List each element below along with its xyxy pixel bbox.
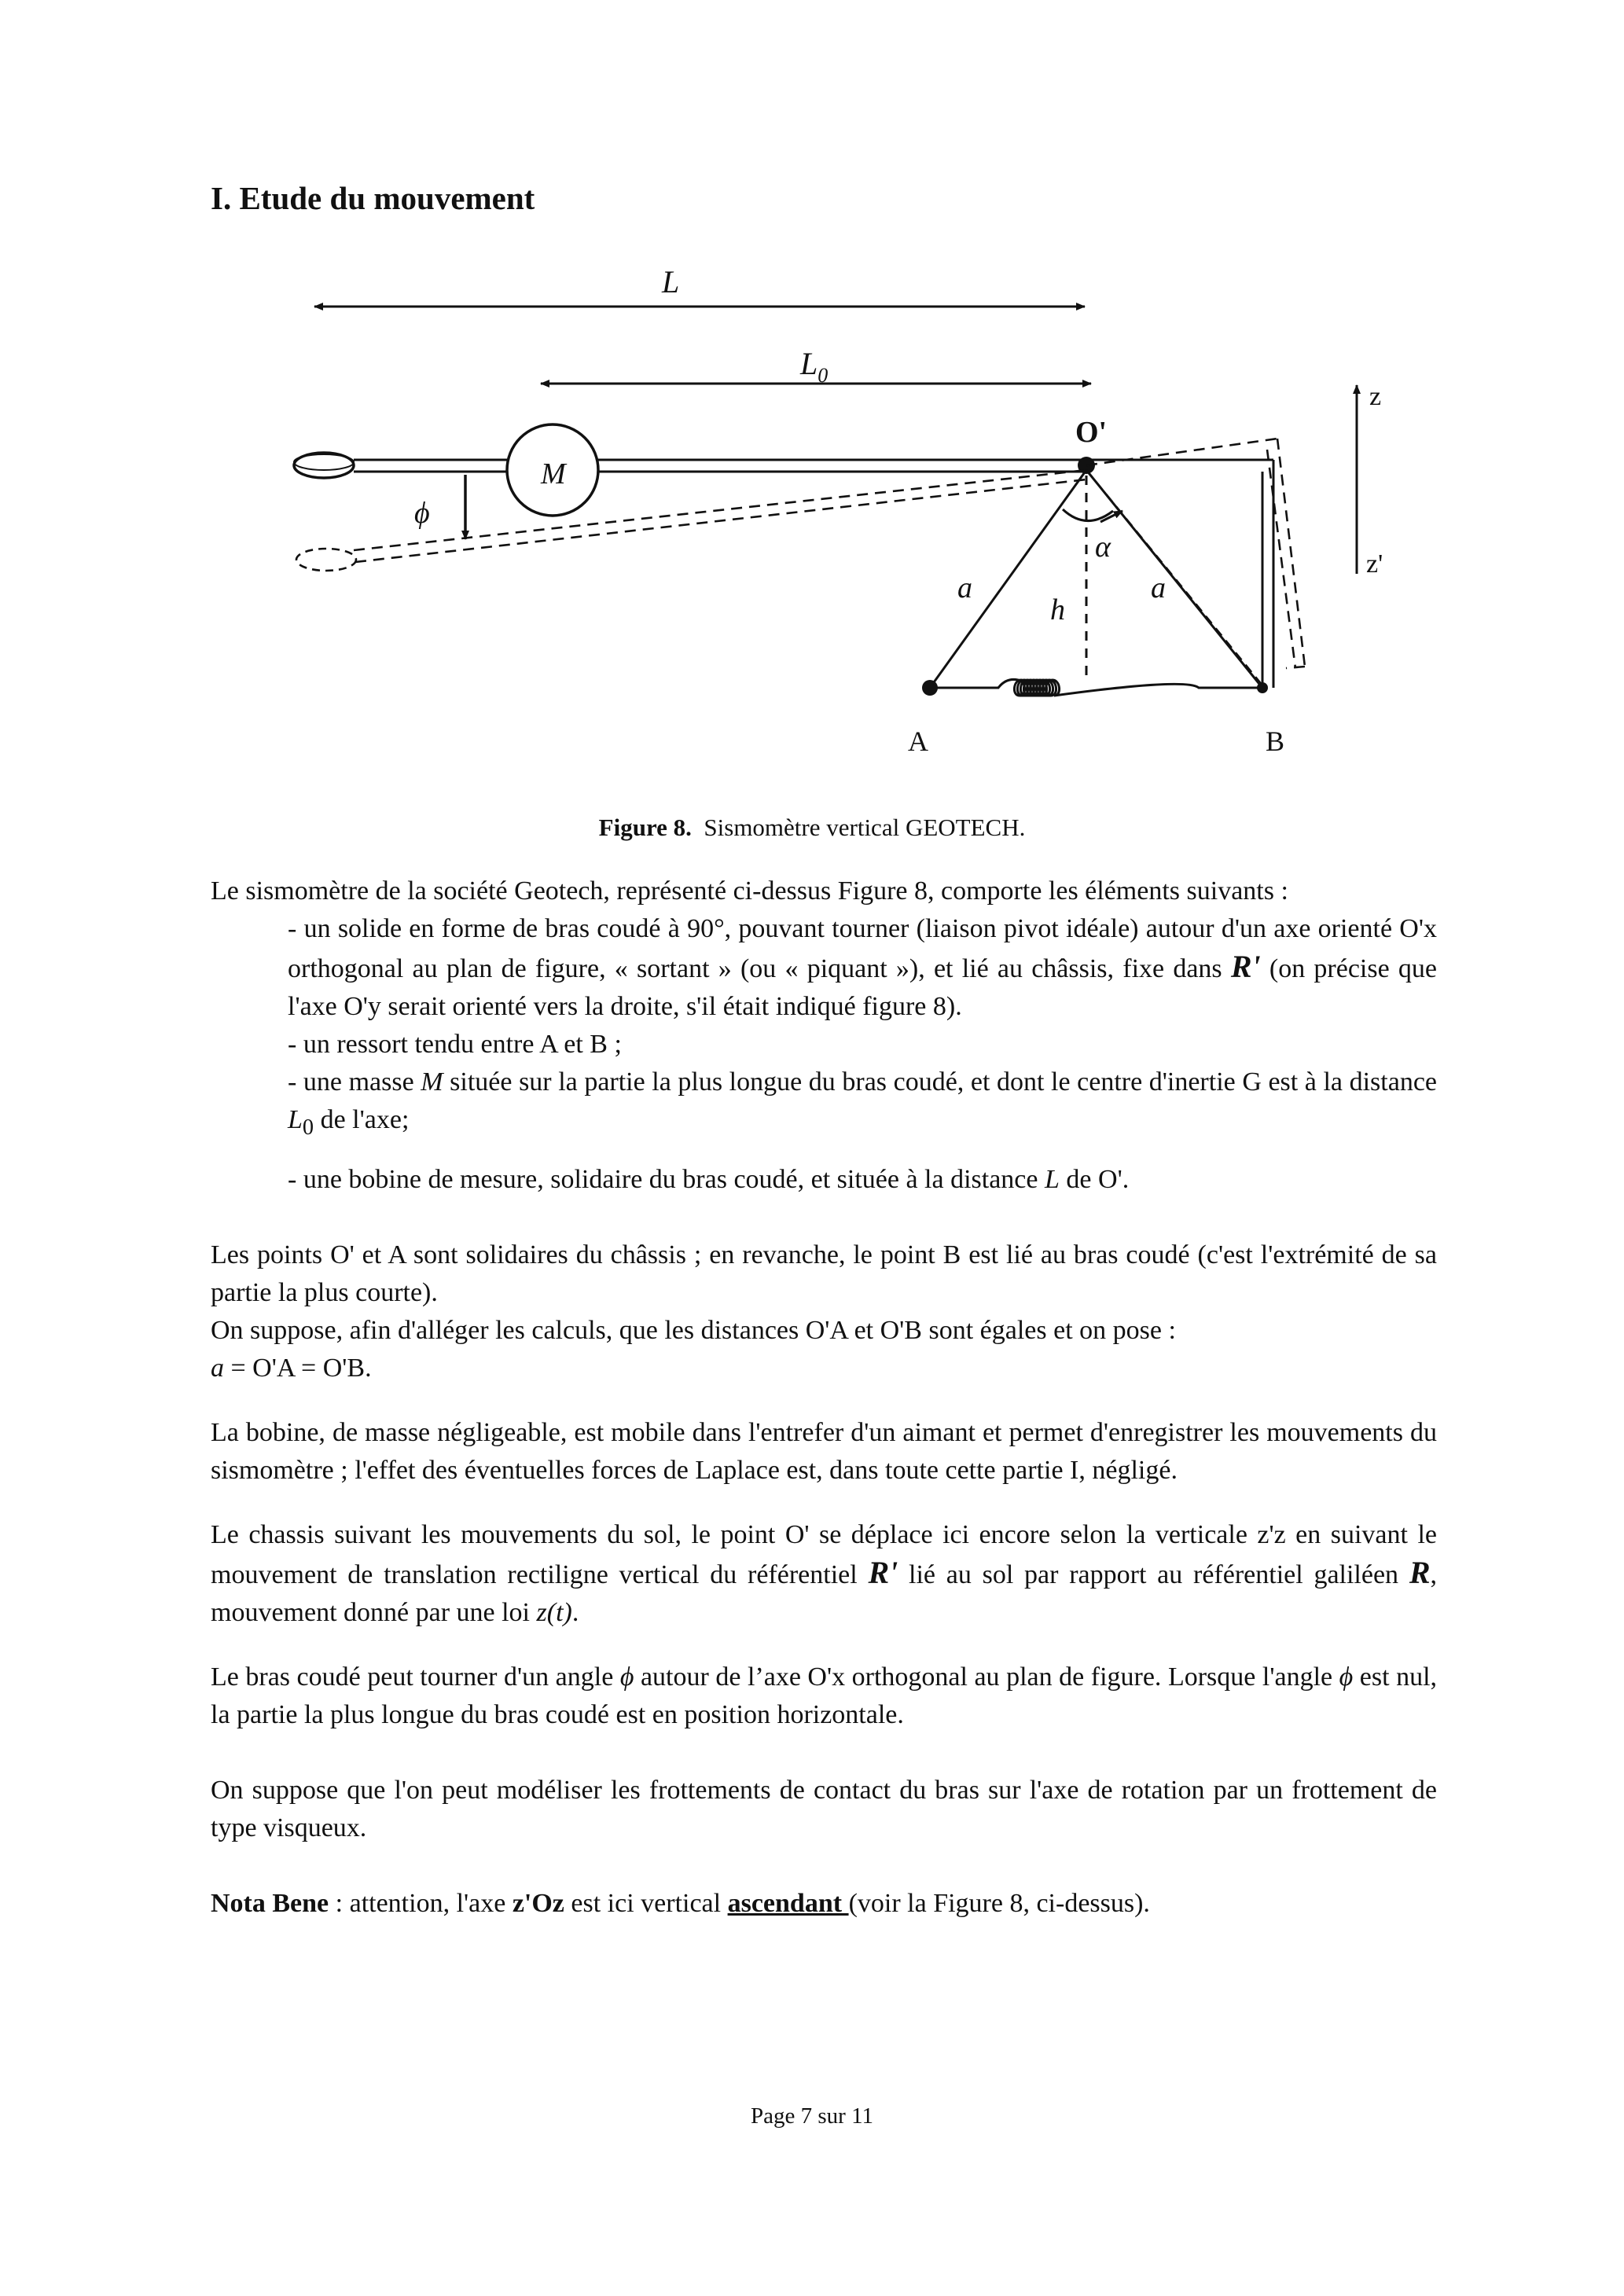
- arm-short: [1262, 460, 1273, 688]
- segment-OB: [1086, 470, 1262, 688]
- point-A: [922, 680, 938, 696]
- segment-OA: [930, 470, 1086, 688]
- caption-text: Sismomètre vertical GEOTECH.: [704, 814, 1026, 841]
- label-M: M: [541, 457, 566, 490]
- paragraph: On suppose que l'on peut modéliser les frottements de contact du bras sur l'axe de rotation par un frottement de type visqueux.: [211, 1775, 1437, 1842]
- arm-long: [354, 460, 1273, 472]
- section-heading: I. Etude du mouvement: [211, 180, 535, 216]
- page-footer: Page 7 sur 11: [751, 2103, 873, 2129]
- label-z-prime: z': [1366, 549, 1383, 579]
- spring: [930, 679, 1262, 696]
- label-a-right: a: [1151, 571, 1166, 604]
- element-list: [211, 910, 1437, 1199]
- label-a-left: a: [957, 571, 972, 604]
- seismometer-figure: [0, 0, 1624, 786]
- intro-paragraph: Le sismomètre de la société Geotech, représenté ci-dessus Figure 8, comporte les éléments suivants :: [211, 876, 1288, 906]
- label-phi: ϕ: [414, 497, 430, 530]
- list-item: - un solide en forme de bras coudé à 90°, pouvant tourner (liaison pivot idéale) autour d'un axe orienté O'x orthogonal au plan de figure, « sortant » (ou « piquant »), et lié au châssis, fixe dans R' (on précise que l'axe O'y serait orienté vers la droite, s'il était indiqué figure 8).: [288, 914, 1437, 1021]
- coil-rotated-dashed: [296, 549, 356, 571]
- caption-number: Figure 8.: [598, 814, 692, 841]
- point-B: [1257, 682, 1268, 693]
- paragraph: On suppose, afin d'alléger les calculs, que les distances O'A et O'B sont égales et on pose :: [211, 1315, 1176, 1345]
- arm-rotated-dashed: [354, 439, 1305, 668]
- label-h: h: [1050, 593, 1065, 626]
- label-L0: $L_0$: [800, 346, 829, 387]
- figure-caption: [0, 814, 1624, 842]
- label-O-prime: O': [1075, 416, 1108, 449]
- paragraph: Le bras coudé peut tourner d'un angle ϕ autour de l’axe O'x orthogonal au plan de figure. Lorsque l'angle ϕ est nul, la partie la plus longue du bras coudé est en position horizontale.: [211, 1662, 1438, 1729]
- paragraph: La bobine, de masse négligeable, est mobile dans l'entrefer d'un aimant et permet d'enregistrer les mouvements du sismomètre ; l'effet des éventuelles forces de Laplace est, dans toute cette partie I, négligé.: [211, 1417, 1437, 1485]
- paragraph: Les points O' et A sont solidaires du châssis ; en revanche, le point B est lié au bras coudé (c'est l'extrémité de sa partie la plus courte).: [211, 1240, 1437, 1307]
- list-item: - une bobine de mesure, solidaire du bras coudé, et située à la distance L de O'.: [288, 1164, 1130, 1194]
- paragraph: Le chassis suivant les mouvements du sol, le point O' se déplace ici encore selon la verticale z'z en suivant le mouvement de translation rectiligne vertical du référentiel R' lié au sol par rapport au référentiel galiléen R, mouvement donné par une loi z(t).: [211, 1519, 1438, 1627]
- nota-bene: Nota Bene : attention, l'axe z'Oz est ici vertical ascendant (voir la Figure 8, ci-dessus).: [211, 1888, 1150, 1918]
- list-item: - un ressort tendu entre A et B ;: [288, 1030, 622, 1059]
- label-z: z: [1369, 382, 1382, 411]
- label-B: B: [1266, 726, 1285, 757]
- label-alpha: α: [1095, 531, 1111, 564]
- paragraph: a = O'A = O'B.: [211, 1353, 372, 1383]
- label-A: A: [908, 726, 928, 757]
- body-text: [211, 872, 1437, 1923]
- list-item: - une masse M située sur la partie la plus longue du bras coudé, et dont le centre d'inertie G est à la distance $L_0$ de l'axe;: [288, 1067, 1437, 1140]
- coil-inner: [294, 454, 354, 470]
- label-L: L: [662, 264, 680, 299]
